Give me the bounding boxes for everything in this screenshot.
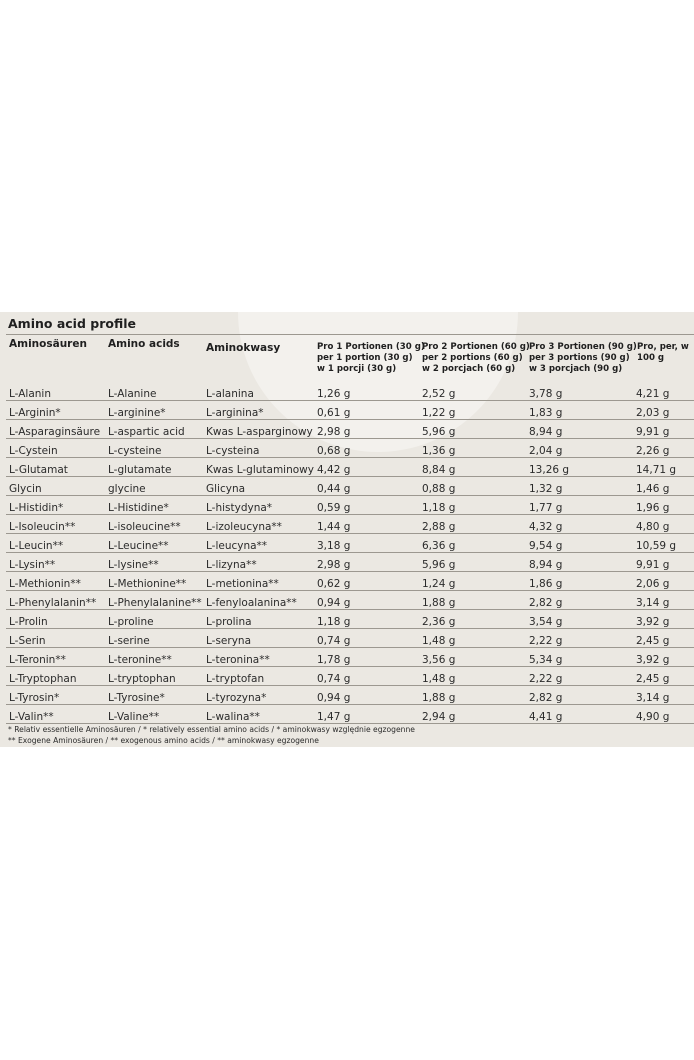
header-line: w 3 porcjach (90 g) [529, 364, 623, 374]
polish-name-cell: L-walina** [203, 705, 314, 724]
german-name-cell: L-Alanin [6, 382, 105, 401]
per-100g-cell: 9,91 g [633, 420, 694, 439]
per-60g-cell: 8,84 g [419, 458, 526, 477]
header-line: w 2 porcjach (60 g) [422, 364, 516, 374]
german-name-cell: L-Glutamat [6, 458, 105, 477]
per-30g-cell: 0,44 g [314, 477, 419, 496]
german-name-cell: L-Histidin* [6, 496, 105, 515]
per-60g-cell: 2,36 g [419, 610, 526, 629]
german-name-cell: L-Serin [6, 629, 105, 648]
english-name-cell: L-arginine* [105, 401, 203, 420]
german-name-cell: L-Phenylalanin** [6, 591, 105, 610]
amino-acid-table [6, 382, 694, 724]
per-90g-cell: 8,94 g [526, 420, 633, 439]
english-name-cell: L-Tyrosine* [105, 686, 203, 705]
polish-name-cell: L-seryna [203, 629, 314, 648]
amino-acid-panel [0, 312, 694, 747]
english-name-cell: L-glutamate [105, 458, 203, 477]
table-row [6, 610, 694, 629]
header-line: w 1 porcji (30 g) [317, 364, 397, 374]
per-90g-cell: 5,34 g [526, 648, 633, 667]
german-name-cell: L-Valin** [6, 705, 105, 724]
per-30g-cell: 0,61 g [314, 401, 419, 420]
table-row [6, 439, 694, 458]
per-100g-cell: 2,06 g [633, 572, 694, 591]
per-60g-cell: 5,96 g [419, 553, 526, 572]
per-90g-cell: 3,54 g [526, 610, 633, 629]
english-name-cell: L-serine [105, 629, 203, 648]
table-row [6, 382, 694, 401]
per-60g-cell: 1,48 g [419, 667, 526, 686]
polish-name-cell: L-cysteina [203, 439, 314, 458]
per-100g-cell: 1,46 g [633, 477, 694, 496]
header-amino-acids: Amino acids [108, 338, 180, 350]
per-60g-cell: 2,88 g [419, 515, 526, 534]
english-name-cell: L-proline [105, 610, 203, 629]
english-name-cell: L-isoleucine** [105, 515, 203, 534]
table-row [6, 477, 694, 496]
polish-name-cell: L-histydyna* [203, 496, 314, 515]
per-30g-cell: 0,94 g [314, 591, 419, 610]
per-90g-cell: 8,94 g [526, 553, 633, 572]
table-row [6, 458, 694, 477]
per-100g-cell: 14,71 g [633, 458, 694, 477]
per-100g-cell: 4,90 g [633, 705, 694, 724]
german-name-cell: L-Methionin** [6, 572, 105, 591]
german-name-cell: L-Teronin** [6, 648, 105, 667]
header-aminokwasy: Aminokwasy [206, 342, 281, 354]
per-100g-cell: 4,80 g [633, 515, 694, 534]
table-row [6, 667, 694, 686]
per-60g-cell: 1,24 g [419, 572, 526, 591]
per-90g-cell: 2,82 g [526, 686, 633, 705]
table-row [6, 572, 694, 591]
header-per-2-portions [422, 342, 530, 375]
english-name-cell: L-Valine** [105, 705, 203, 724]
table-row [6, 496, 694, 515]
polish-name-cell: L-teronina** [203, 648, 314, 667]
german-name-cell: L-Tryptophan [6, 667, 105, 686]
per-90g-cell: 2,82 g [526, 591, 633, 610]
per-30g-cell: 1,26 g [314, 382, 419, 401]
per-100g-cell: 1,96 g [633, 496, 694, 515]
table-row [6, 515, 694, 534]
english-name-cell: L-teronine** [105, 648, 203, 667]
per-30g-cell: 0,74 g [314, 667, 419, 686]
english-name-cell: L-Phenylalanine** [105, 591, 203, 610]
per-60g-cell: 0,88 g [419, 477, 526, 496]
table-row [6, 629, 694, 648]
table-row [6, 420, 694, 439]
per-60g-cell: 1,18 g [419, 496, 526, 515]
per-90g-cell: 3,78 g [526, 382, 633, 401]
polish-name-cell: L-fenyloalanina** [203, 591, 314, 610]
title-rule [6, 334, 694, 335]
per-100g-cell: 3,14 g [633, 591, 694, 610]
english-name-cell: L-tryptophan [105, 667, 203, 686]
per-30g-cell: 3,18 g [314, 534, 419, 553]
header-line: per 3 portions (90 g) [529, 353, 630, 363]
per-30g-cell: 1,18 g [314, 610, 419, 629]
german-name-cell: L-Arginin* [6, 401, 105, 420]
polish-name-cell: L-leucyna** [203, 534, 314, 553]
german-name-cell: L-Lysin** [6, 553, 105, 572]
table-row [6, 401, 694, 420]
per-30g-cell: 1,47 g [314, 705, 419, 724]
per-30g-cell: 0,62 g [314, 572, 419, 591]
per-30g-cell: 0,94 g [314, 686, 419, 705]
per-30g-cell: 2,98 g [314, 420, 419, 439]
footnote-relatively-essential: * Relativ essentielle Aminosäuren / * relatively essential amino acids / * aminokwasy względnie egzogenne [8, 725, 415, 734]
per-100g-cell: 2,45 g [633, 667, 694, 686]
per-90g-cell: 9,54 g [526, 534, 633, 553]
header-line: per 2 portions (60 g) [422, 353, 523, 363]
english-name-cell: L-lysine** [105, 553, 203, 572]
per-60g-cell: 1,36 g [419, 439, 526, 458]
footnote-exogenous: ** Exogene Aminosäuren / ** exogenous amino acids / ** aminokwasy egzogenne [8, 736, 319, 745]
table-title: Amino acid profile [8, 316, 136, 331]
per-100g-cell: 2,26 g [633, 439, 694, 458]
header-per-1-portion [317, 342, 425, 375]
table-row [6, 534, 694, 553]
polish-name-cell: L-tryptofan [203, 667, 314, 686]
per-100g-cell: 3,14 g [633, 686, 694, 705]
per-90g-cell: 4,41 g [526, 705, 633, 724]
per-60g-cell: 1,88 g [419, 686, 526, 705]
per-100g-cell: 10,59 g [633, 534, 694, 553]
per-90g-cell: 2,04 g [526, 439, 633, 458]
header-line: 100 g [637, 353, 665, 363]
per-90g-cell: 1,86 g [526, 572, 633, 591]
header-per-3-portions [529, 342, 637, 375]
per-60g-cell: 6,36 g [419, 534, 526, 553]
table-row [6, 686, 694, 705]
header-line: Pro 3 Portionen (90 g) [529, 342, 637, 352]
german-name-cell: L-Asparaginsäure [6, 420, 105, 439]
per-60g-cell: 1,48 g [419, 629, 526, 648]
header-line: Pro 1 Portionen (30 g) [317, 342, 425, 352]
per-90g-cell: 2,22 g [526, 667, 633, 686]
german-name-cell: L-Cystein [6, 439, 105, 458]
per-100g-cell: 2,45 g [633, 629, 694, 648]
polish-name-cell: L-izoleucyna** [203, 515, 314, 534]
polish-name-cell: Kwas L-asparginowy [203, 420, 314, 439]
per-60g-cell: 2,94 g [419, 705, 526, 724]
table-body [6, 382, 694, 724]
per-90g-cell: 2,22 g [526, 629, 633, 648]
polish-name-cell: Glicyna [203, 477, 314, 496]
english-name-cell: L-aspartic acid [105, 420, 203, 439]
english-name-cell: L-Alanine [105, 382, 203, 401]
english-name-cell: glycine [105, 477, 203, 496]
per-60g-cell: 2,52 g [419, 382, 526, 401]
german-name-cell: L-Leucin** [6, 534, 105, 553]
per-100g-cell: 4,21 g [633, 382, 694, 401]
per-60g-cell: 1,22 g [419, 401, 526, 420]
polish-name-cell: L-tyrozyna* [203, 686, 314, 705]
per-60g-cell: 5,96 g [419, 420, 526, 439]
table-row [6, 553, 694, 572]
polish-name-cell: L-lizyna** [203, 553, 314, 572]
per-90g-cell: 1,77 g [526, 496, 633, 515]
per-60g-cell: 1,88 g [419, 591, 526, 610]
per-30g-cell: 2,98 g [314, 553, 419, 572]
per-60g-cell: 3,56 g [419, 648, 526, 667]
per-30g-cell: 0,68 g [314, 439, 419, 458]
per-30g-cell: 1,78 g [314, 648, 419, 667]
per-30g-cell: 0,74 g [314, 629, 419, 648]
per-100g-cell: 2,03 g [633, 401, 694, 420]
per-30g-cell: 4,42 g [314, 458, 419, 477]
per-90g-cell: 13,26 g [526, 458, 633, 477]
per-30g-cell: 0,59 g [314, 496, 419, 515]
polish-name-cell: Kwas L-glutaminowy [203, 458, 314, 477]
german-name-cell: L-Tyrosin* [6, 686, 105, 705]
per-30g-cell: 1,44 g [314, 515, 419, 534]
per-100g-cell: 3,92 g [633, 610, 694, 629]
english-name-cell: L-Histidine* [105, 496, 203, 515]
english-name-cell: L-Methionine** [105, 572, 203, 591]
polish-name-cell: L-arginina* [203, 401, 314, 420]
english-name-cell: L-Leucine** [105, 534, 203, 553]
polish-name-cell: L-alanina [203, 382, 314, 401]
header-line: Pro 2 Portionen (60 g) [422, 342, 530, 352]
german-name-cell: L-Prolin [6, 610, 105, 629]
table-row [6, 705, 694, 724]
polish-name-cell: L-metionina** [203, 572, 314, 591]
english-name-cell: L-cysteine [105, 439, 203, 458]
header-line: per 1 portion (30 g) [317, 353, 413, 363]
per-100g-cell: 3,92 g [633, 648, 694, 667]
polish-name-cell: L-prolina [203, 610, 314, 629]
per-100g-cell: 9,91 g [633, 553, 694, 572]
table-row [6, 648, 694, 667]
per-90g-cell: 1,83 g [526, 401, 633, 420]
per-90g-cell: 4,32 g [526, 515, 633, 534]
header-per-100g [637, 342, 689, 364]
german-name-cell: Glycin [6, 477, 105, 496]
table-row [6, 591, 694, 610]
german-name-cell: L-Isoleucin** [6, 515, 105, 534]
per-90g-cell: 1,32 g [526, 477, 633, 496]
header-aminosauren: Aminosäuren [9, 338, 87, 350]
header-line: Pro, per, w [637, 342, 689, 352]
